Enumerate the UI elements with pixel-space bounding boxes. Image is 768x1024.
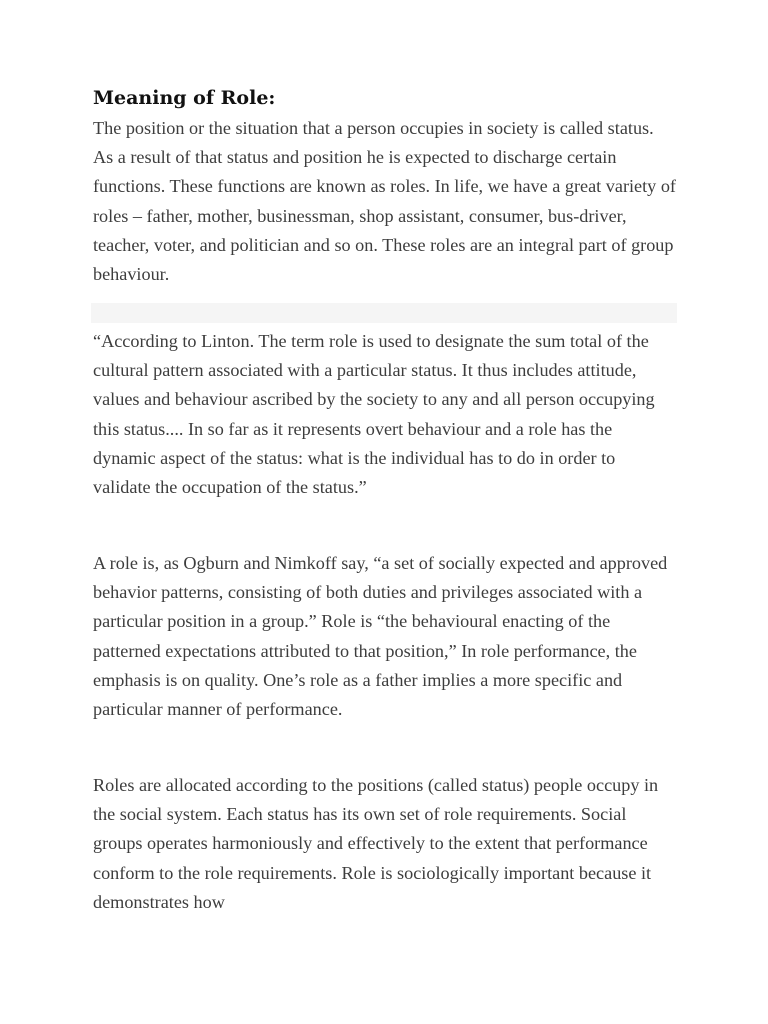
paragraph-linton-quote: “According to Linton. The term role is used to designate the sum total of the cultural pattern associated with a particular status. It thus includes attitude, values and behaviour ascribed by the society to any and all person occupying this status.... In so far as it represents overt behaviour and a role has the dynamic aspect of the status: what is the individual has to do in order to validate the occupation of the status.”: [93, 331, 655, 498]
paragraph-intro: The position or the situation that a person occupies in society is called status. As a result of that status and position he is expected to discharge certain functions. These functions are known as roles. In life, we have a great variety of roles – father, mother, businessman, shop assistant, consumer, bus-driver, teacher, voter, and politician and so on. These roles are an integral part of group behaviour.: [93, 118, 676, 285]
article-body: [93, 84, 677, 912]
paragraph-ogburn-nimkoff: A role is, as Ogburn and Nimkoff say, “a set of socially expected and approved behavior patterns, consisting of both duties and privileges associated with a particular position in a group.” Role is “the behavioural enacting of the patterned expectations attributed to that position,” In role performance, the emphasis is on quality. One’s role as a father implies a more specific and particular manner of performance.: [93, 553, 668, 720]
page-title: Meaning of Role:: [93, 87, 276, 109]
section-divider: [91, 303, 677, 323]
paragraph-role-allocation: Roles are allocated according to the positions (called status) people occupy in the social system. Each status has its own set of role requirements. Social groups operates harmoniously and effectively to the extent that performance conform to the role requirements. Role is sociologically important because it demonstrates how: [93, 775, 659, 912]
